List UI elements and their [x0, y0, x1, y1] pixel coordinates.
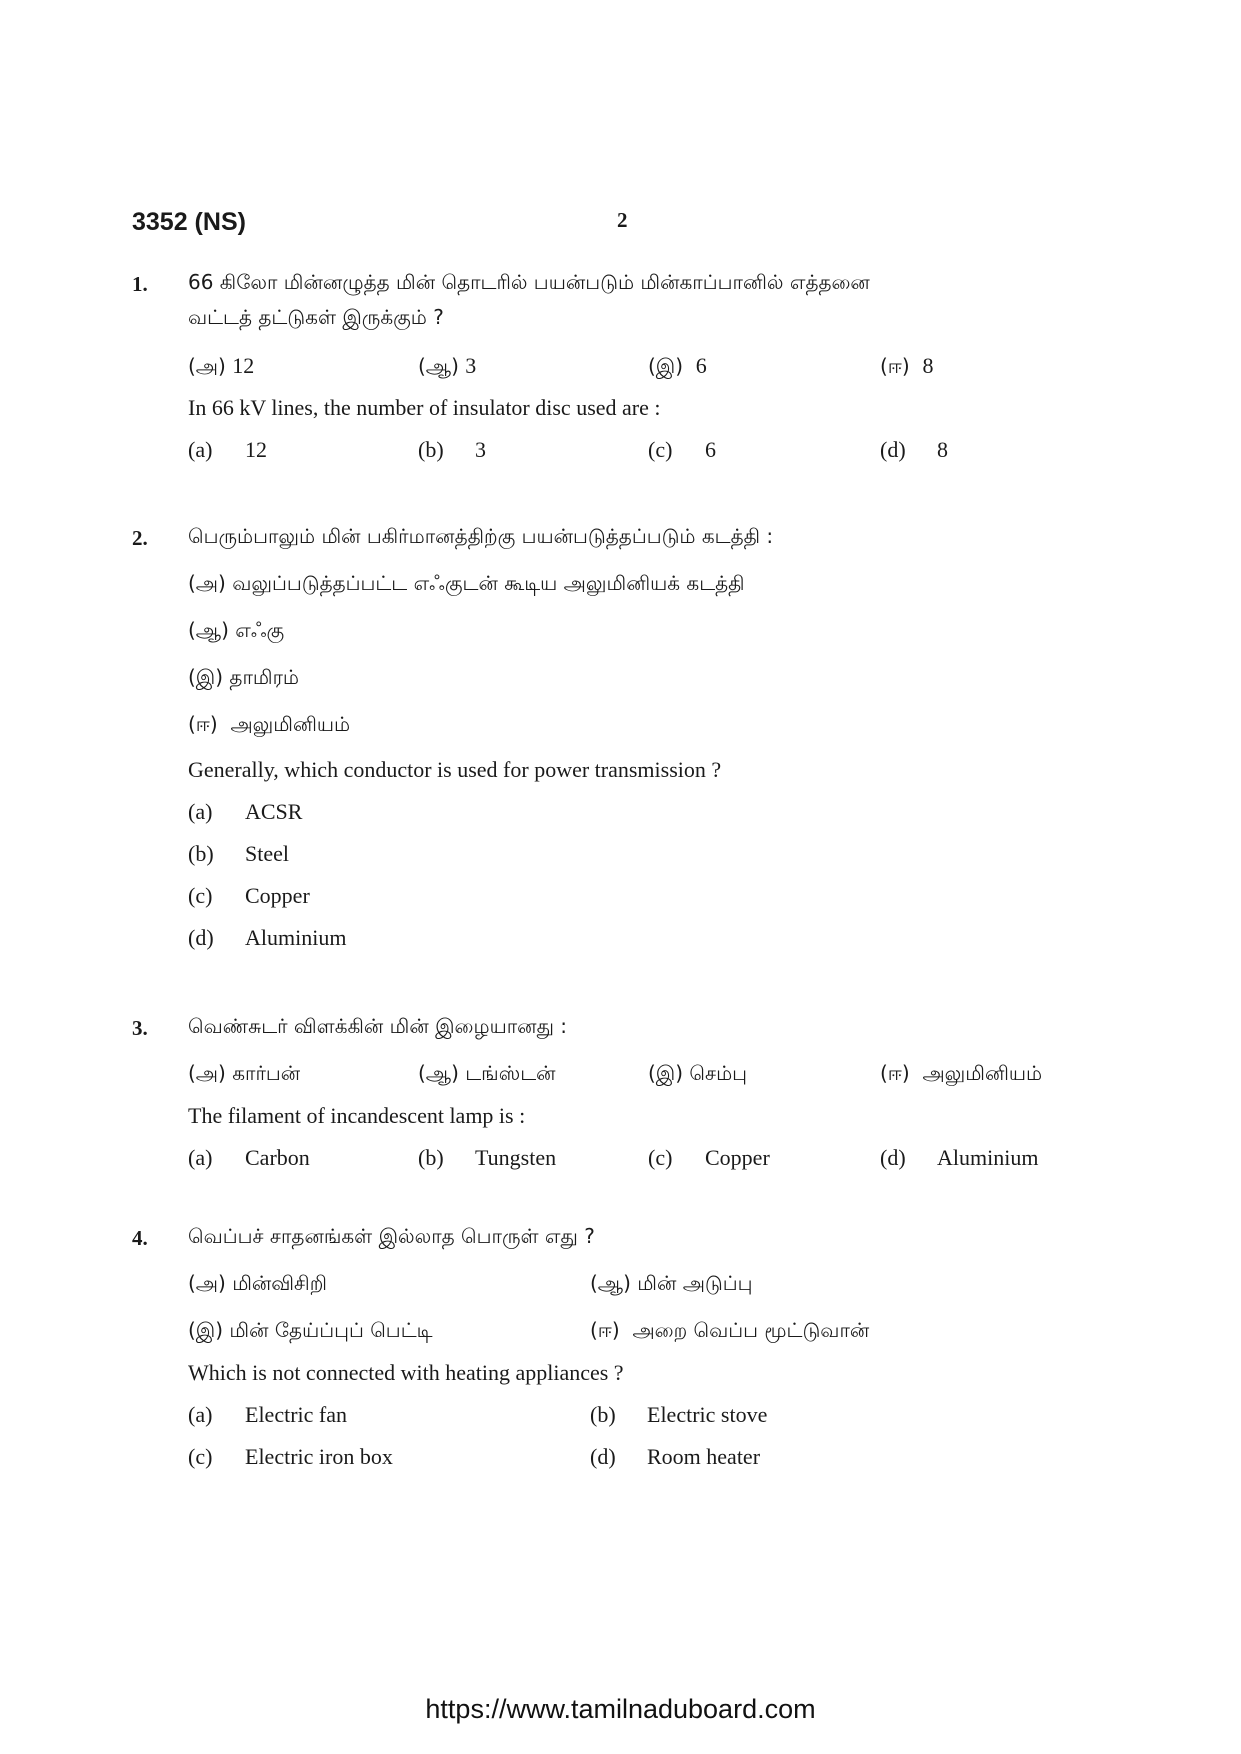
option-c-tamil: (இ) தாமிரம் — [188, 665, 300, 689]
option-a: (a) Carbon — [188, 1145, 310, 1170]
source-url: https://www.tamilnaduboard.com — [425, 1694, 816, 1724]
option-b-tamil: (ஆ) மின் அடுப்பு — [590, 1271, 753, 1295]
option-d: (d) Aluminium — [188, 925, 347, 950]
option-a: (a) Electric fan — [188, 1402, 347, 1427]
question-1-tamil-text: 66 கிலோ மின்னழுத்த மின் தொடரில் பயன்படும் மின்காப்பானில் எத்தனை — [188, 270, 870, 294]
option-b: (b) 3 — [418, 437, 486, 462]
question-number: 1. — [132, 272, 148, 296]
option-d: (d) Room heater — [590, 1444, 761, 1469]
question-2-english-text: Generally, which conductor is used for power transmission ? — [188, 757, 722, 782]
question-number: 3. — [132, 1016, 148, 1040]
question-4-tamil-text: வெப்பச் சாதனங்கள் இல்லாத பொருள் எது ? — [188, 1224, 595, 1248]
paper-code: 3352 (NS) — [132, 208, 246, 236]
option-c-tamil: (இ) செம்பு — [648, 1061, 748, 1085]
option-a: (a) ACSR — [188, 799, 303, 824]
question-1-tamil-text-cont: வட்டத் தட்டுகள் இருக்கும் ? — [188, 305, 444, 329]
option-d: (d) 8 — [880, 437, 948, 462]
option-a-tamil: (அ) வலுப்படுத்தப்பட்ட எஃகுடன் கூடிய அலுமினியக் கடத்தி — [188, 571, 745, 595]
option-c-tamil: (இ) மின் தேய்ப்புப் பெட்டி — [188, 1318, 433, 1342]
question-number: 4. — [132, 1226, 148, 1250]
question-4-english-text: Which is not connected with heating appliances ? — [188, 1360, 624, 1385]
question-number: 2. — [132, 526, 148, 550]
question-3-tamil-text: வெண்சுடர் விளக்கின் மின் இழையானது : — [188, 1014, 568, 1038]
option-b: (b) Steel — [188, 841, 289, 866]
option-a-tamil: (அ) கார்பன் — [188, 1061, 301, 1085]
option-a-tamil: (அ) 12 — [188, 353, 255, 378]
option-c: (c) 6 — [648, 437, 716, 462]
question-3-english-text: The filament of incandescent lamp is : — [188, 1103, 526, 1128]
option-c: (c) Electric iron box — [188, 1444, 393, 1469]
option-d-tamil: (ஈ) அறை வெப்ப மூட்டுவான் — [590, 1318, 870, 1342]
option-d-tamil: (ஈ) அலுமினியம் — [880, 1061, 1043, 1085]
option-b-tamil: (ஆ) எஃகு — [188, 618, 285, 642]
option-d-tamil: (ஈ) அலுமினியம் — [188, 712, 351, 736]
question-1-english-text: In 66 kV lines, the number of insulator disc used are : — [188, 395, 661, 420]
option-c: (c) Copper — [188, 883, 310, 908]
option-b-tamil: (ஆ) 3 — [418, 353, 477, 378]
option-a: (a) 12 — [188, 437, 267, 462]
option-a-tamil: (அ) மின்விசிறி — [188, 1271, 327, 1295]
option-c: (c) Copper — [648, 1145, 770, 1170]
option-b-tamil: (ஆ) டங்ஸ்டன் — [418, 1061, 556, 1085]
option-b: (b) Tungsten — [418, 1145, 557, 1170]
option-b: (b) Electric stove — [590, 1402, 768, 1427]
question-2-tamil-text: பெரும்பாலும் மின் பகிர்மானத்திற்கு பயன்படுத்தப்படும் கடத்தி : — [188, 524, 774, 548]
option-d: (d) Aluminium — [880, 1145, 1039, 1170]
option-c-tamil: (இ) 6 — [648, 353, 707, 378]
option-d-tamil: (ஈ) 8 — [880, 353, 934, 378]
page-number: 2 — [617, 208, 628, 232]
